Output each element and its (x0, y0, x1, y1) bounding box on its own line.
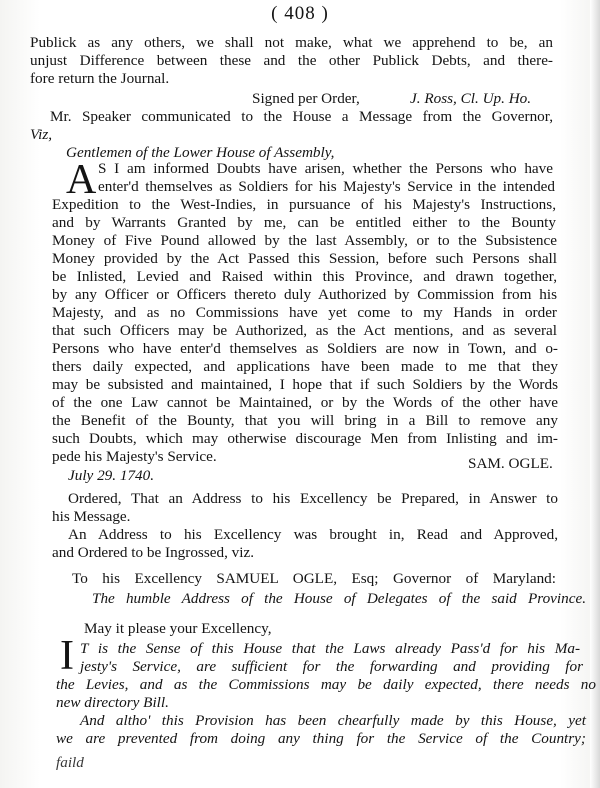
closing-line: And altho' this Provision has been chearfully made by this House, yet (80, 712, 586, 729)
message-line: and by Warrants Granted by me, can be entitled either to the Bounty (52, 214, 556, 231)
address-line: An Address to his Excellency was brought in, Read and Approved, (68, 526, 558, 543)
closing-line: faild (56, 754, 84, 771)
closing-dropcap: I (60, 633, 74, 679)
salutation: Gentlemen of the Lower House of Assembly, (66, 144, 335, 161)
closing-line: the Levies, and as the Commissions may be daily expected, there needs no (56, 676, 596, 693)
message-line: pede his Majesty's Service. (52, 448, 217, 465)
message-date: July 29. 1740. (68, 467, 155, 484)
text-line: fore return the Journal. (30, 70, 170, 87)
text-line: unjust Difference between these and the other Publick Debts, and there- (30, 52, 553, 69)
message-line: enter'd themselves as Soldiers for his Majesty's Service in the intended (98, 178, 555, 195)
viz-label: Viz, (30, 126, 53, 143)
dropcap-letter: A (66, 157, 97, 203)
message-line: Expedition to the West-Indies, in pursuance of his Majesty's Instructions, (52, 196, 556, 213)
message-line: Money provided by the Act Passed this Session, before such Persons shall (52, 250, 557, 267)
closing-line: new directory Bill. (56, 694, 169, 711)
ordered-line: his Message. (52, 508, 131, 525)
ordered-line: Ordered, That an Address to his Excellency be Prepared, in Answer to (68, 490, 558, 507)
speaker-line: Mr. Speaker communicated to the House a Message from the Governor, (50, 108, 553, 125)
message-line: Majesty, and as no Commissions have yet come to my Hands in order (52, 304, 557, 321)
page-edge-shadow (590, 0, 600, 788)
message-line: the Benefit of the Bounty, that you will bring in a Bill to remove any (52, 412, 558, 429)
message-line: S I am informed Doubts have arisen, whether the Persons who have (98, 160, 553, 177)
message-line: thers daily expected, and applications have been made to me that they (52, 358, 558, 375)
closing-line: we are prevented from doing any thing for the Service of the Country; (56, 730, 586, 747)
page-number: ( 408 ) (271, 3, 329, 24)
message-line: be Inlisted, Levied and Raised within this Province, and drawn together, (52, 268, 557, 285)
signed-prefix: Signed per Order, (252, 90, 360, 107)
governor-signature: SAM. OGLE. (468, 455, 553, 472)
message-line: that such Officers may be Authorized, as the Act mentions, and as several (52, 322, 557, 339)
may-it-please: May it please your Excellency, (84, 620, 272, 637)
message-line: may be subsisted and maintained, I hope that if such Soldiers by the Words (52, 376, 558, 393)
closing-line: T is the Sense of this House that the Laws already Pass'd for his Ma- (80, 640, 580, 657)
message-line: Persons who have enter'd themselves as Soldiers are now in Town, and o- (52, 340, 558, 357)
message-line: of the one Law cannot be Maintained, or by the Words of the other have (52, 394, 558, 411)
signed-name: J. Ross, Cl. Up. Ho. (410, 90, 532, 107)
text-line: Publick as any others, we shall not make, what we apprehend to be, an (30, 34, 553, 51)
humble-address: The humble Address of the House of Delegates of the said Province. (92, 590, 586, 607)
message-line: Money of Five Pound allowed by the last Assembly, or to the Subsistence (52, 232, 557, 249)
to-line: To his Excellency SAMUEL OGLE, Esq; Governor of Maryland: (72, 570, 556, 587)
closing-line: jesty's Service, are sufficient for the forwarding and providing for (80, 658, 583, 675)
message-line: by any Officer or Officers thereto duly Authorized by Commission from his (52, 286, 557, 303)
address-line: and Ordered to be Ingrossed, viz. (52, 544, 255, 561)
message-line: such Doubts, which may otherwise discourage Men from Inlisting and im- (52, 430, 558, 447)
